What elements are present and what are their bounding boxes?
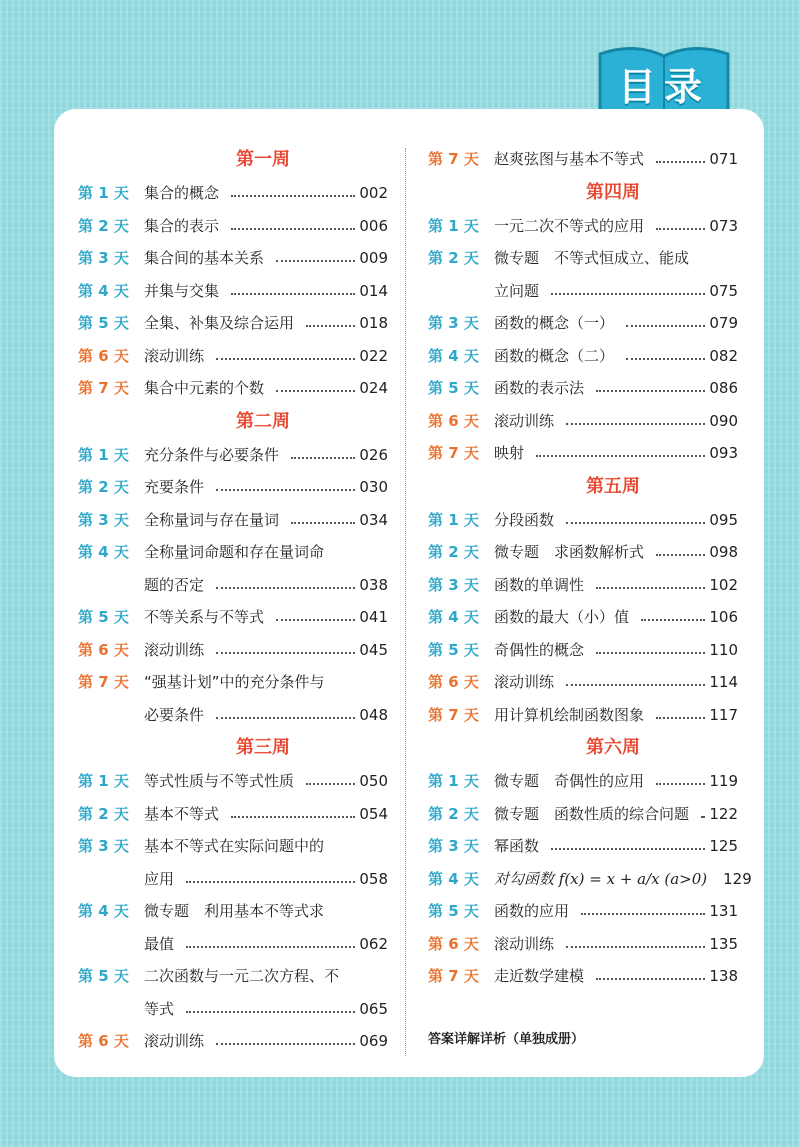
entry-title: 微专题 奇偶性的应用 — [494, 772, 645, 790]
day-label: 第 4 天 — [428, 869, 479, 888]
entry-title: 幂函数 — [494, 837, 540, 855]
column-divider — [405, 148, 406, 1056]
entry-title: 全称量词命题和存在量词命 — [144, 543, 325, 561]
page-number: 006 — [359, 216, 388, 235]
day-label: 第 4 天 — [428, 346, 479, 365]
entry-title: 基本不等式在实际问题中的 — [144, 837, 325, 855]
day-label: 第 7 天 — [428, 967, 479, 985]
toc-entry[interactable] — [78, 242, 388, 275]
entry-title: 必要条件 — [144, 705, 205, 724]
day-label: 第 2 天 — [78, 804, 129, 823]
page-number: 086 — [709, 379, 738, 397]
day-label: 第 7 天 — [78, 379, 129, 397]
entry-title: 映射 — [494, 444, 525, 462]
page-number: 002 — [359, 184, 388, 202]
day-label: 第 3 天 — [78, 249, 129, 267]
entry-title: 滚动训练 — [494, 411, 555, 430]
day-label: 第 4 天 — [78, 281, 129, 300]
toc-entry[interactable] — [428, 666, 738, 699]
page-number: 093 — [709, 444, 738, 462]
day-label: 第 5 天 — [78, 967, 129, 985]
week-heading: 第三周 — [236, 737, 290, 758]
page-number: 073 — [709, 216, 738, 235]
day-label: 第 1 天 — [78, 184, 129, 202]
day-label: 第 3 天 — [78, 510, 129, 529]
leader-dots — [656, 210, 705, 230]
toc-entry[interactable] — [428, 340, 738, 373]
entry-title: 二次函数与一元二次方程、不 — [144, 967, 340, 985]
entry-title: 集合的表示 — [144, 216, 220, 235]
day-label: 第 5 天 — [428, 379, 479, 397]
page-number: 048 — [359, 705, 388, 724]
toc-entry[interactable] — [78, 372, 388, 405]
day-label: 第 5 天 — [428, 902, 479, 920]
entry-title: 等式 — [144, 999, 175, 1018]
day-label: 第 6 天 — [78, 346, 129, 365]
page-number: 034 — [359, 510, 388, 529]
page-number: 022 — [359, 346, 388, 365]
page-title: 目录 — [617, 65, 710, 109]
entry-title: 题的否定 — [144, 575, 205, 594]
page-number: 009 — [359, 249, 388, 267]
toc-entry[interactable] — [78, 601, 388, 634]
toc-entry[interactable] — [78, 177, 388, 210]
leader-dots — [276, 372, 355, 392]
entry-title: 函数的最大（小）值 — [494, 608, 630, 626]
day-label: 第 7 天 — [428, 705, 479, 724]
page-number: 058 — [359, 869, 388, 888]
entry-title: 微专题 函数性质的综合问题 — [494, 804, 690, 823]
day-label: 第 3 天 — [428, 837, 479, 855]
entry-title: 应用 — [144, 869, 175, 888]
page-number: 125 — [709, 837, 738, 855]
leader-dots — [581, 895, 705, 915]
leader-dots — [626, 307, 705, 327]
leader-dots — [596, 372, 705, 392]
page-number: 045 — [359, 640, 388, 659]
toc-entry[interactable] — [428, 504, 738, 537]
leader-dots — [306, 307, 355, 327]
day-label: 第 4 天 — [78, 543, 129, 561]
page-number: 014 — [359, 281, 388, 300]
entry-title: 集合的概念 — [144, 184, 220, 202]
leader-dots — [231, 210, 355, 230]
page-number: 117 — [709, 705, 738, 724]
day-label: 第 6 天 — [428, 673, 479, 691]
day-label: 第 3 天 — [78, 837, 129, 855]
page-number: 079 — [709, 314, 738, 332]
page-number: 114 — [709, 673, 738, 691]
day-label: 第 6 天 — [78, 1032, 129, 1050]
day-label: 第 2 天 — [428, 249, 479, 267]
entry-title: 滚动训练 — [144, 640, 205, 659]
entry-title: 充要条件 — [144, 478, 205, 496]
day-label: 第 6 天 — [428, 411, 479, 430]
toc-entry[interactable] — [428, 895, 738, 928]
week-heading: 第四周 — [586, 181, 640, 203]
day-label: 第 3 天 — [428, 314, 479, 332]
page-number: 075 — [709, 281, 738, 300]
page-number: 069 — [359, 1032, 388, 1050]
entry-title: 不等关系与不等式 — [144, 608, 265, 626]
day-label: 第 1 天 — [428, 510, 479, 529]
toc-entry[interactable] — [78, 830, 388, 895]
entry-title: 等式性质与不等式性质 — [144, 772, 295, 790]
page-number: 018 — [359, 314, 388, 332]
day-label: 第 1 天 — [428, 216, 479, 235]
page-number: 041 — [359, 608, 388, 626]
toc-entry[interactable] — [78, 536, 388, 601]
entry-title: 函数的概念（一） — [494, 314, 615, 332]
page-number: 024 — [359, 379, 388, 397]
toc-right-column — [428, 143, 752, 993]
page-number: 122 — [709, 804, 738, 823]
week-heading: 第二周 — [236, 410, 290, 432]
toc-entry[interactable] — [428, 405, 738, 438]
toc-entry[interactable] — [428, 210, 738, 243]
entry-title: 赵爽弦图与基本不等式 — [494, 150, 645, 168]
entry-title: 微专题 利用基本不等式求 — [144, 902, 325, 920]
toc-entry[interactable] — [78, 666, 388, 731]
leader-dots — [216, 340, 355, 360]
day-label: 第 4 天 — [428, 608, 479, 626]
toc-entry[interactable] — [428, 765, 738, 798]
entry-title: 全称量词与存在量词 — [144, 510, 280, 529]
leader-dots — [186, 863, 355, 883]
day-label: 第 5 天 — [428, 640, 479, 659]
toc-entry[interactable] — [78, 340, 388, 373]
week-heading: 第一周 — [236, 149, 290, 170]
day-label: 第 3 天 — [428, 575, 479, 594]
leader-dots — [701, 798, 705, 818]
toc-entry[interactable] — [428, 569, 738, 602]
entry-title: 集合间的基本关系 — [144, 249, 265, 267]
toc-entry[interactable] — [428, 143, 738, 176]
toc-entry[interactable] — [78, 634, 388, 667]
entry-title: 集合中元素的个数 — [144, 379, 265, 397]
leader-dots — [536, 437, 705, 457]
leader-dots — [231, 798, 355, 818]
toc-entry[interactable] — [428, 960, 738, 993]
toc-entry[interactable] — [428, 601, 738, 634]
entry-title: 滚动训练 — [144, 1032, 205, 1050]
page-number: 026 — [359, 445, 388, 464]
page-number: 054 — [359, 804, 388, 823]
leader-dots — [551, 830, 705, 850]
day-label: 第 5 天 — [78, 314, 129, 332]
leader-dots — [596, 960, 705, 980]
toc-entry[interactable] — [428, 699, 738, 732]
leader-dots — [641, 601, 705, 621]
entry-title: 最值 — [144, 934, 175, 953]
day-label: 第 1 天 — [78, 445, 129, 464]
leader-dots — [566, 504, 705, 524]
leader-dots — [216, 471, 355, 491]
leader-dots — [186, 928, 355, 948]
leader-dots — [566, 928, 705, 948]
toc-entry[interactable] — [428, 634, 738, 667]
day-label: 第 2 天 — [78, 478, 129, 496]
leader-dots — [216, 569, 355, 589]
leader-dots — [216, 1025, 355, 1045]
day-label: 第 6 天 — [428, 934, 479, 953]
leader-dots — [656, 699, 705, 719]
leader-dots — [596, 634, 705, 654]
toc-entry[interactable] — [78, 960, 388, 1025]
page-number: 030 — [359, 478, 388, 496]
leader-dots — [231, 275, 355, 295]
day-label: 第 5 天 — [78, 608, 129, 626]
page-number: 038 — [359, 575, 388, 594]
day-label: 第 4 天 — [78, 902, 129, 920]
leader-dots — [216, 699, 355, 719]
page-number: 071 — [709, 150, 738, 168]
page-number: 065 — [359, 999, 388, 1018]
toc-entry[interactable] — [78, 895, 388, 960]
toc-entry[interactable] — [428, 830, 738, 863]
leader-dots — [656, 536, 705, 556]
leader-dots — [656, 765, 705, 785]
day-label: 第 7 天 — [428, 150, 479, 168]
leader-dots — [566, 405, 705, 425]
entry-title: 充分条件与必要条件 — [144, 445, 280, 464]
page-number: 110 — [709, 640, 738, 659]
leader-dots — [276, 601, 355, 621]
toc-entry[interactable] — [428, 928, 738, 961]
entry-title: 微专题 求函数解析式 — [494, 543, 645, 561]
entry-title: 奇偶性的概念 — [494, 640, 585, 659]
page-number: 129 — [723, 869, 752, 888]
page-number: 138 — [709, 967, 738, 985]
leader-dots — [551, 275, 705, 295]
page-number: 102 — [709, 575, 738, 594]
entry-title: 分段函数 — [494, 510, 555, 529]
day-label: 第 1 天 — [428, 772, 479, 790]
page-number: 131 — [709, 902, 738, 920]
leader-dots — [596, 569, 705, 589]
page-number: 095 — [709, 510, 738, 529]
answer-note: 答案详解详析（单独成册） — [428, 1032, 585, 1047]
page-number: 050 — [359, 772, 388, 790]
toc-entry[interactable] — [428, 863, 752, 896]
page-number: 090 — [709, 411, 738, 430]
page-number: 062 — [359, 934, 388, 953]
toc-entry[interactable] — [78, 275, 388, 308]
day-label: 第 2 天 — [428, 543, 479, 561]
page-number: 119 — [709, 772, 738, 790]
page-number: 098 — [709, 543, 738, 561]
day-label: 第 2 天 — [428, 804, 479, 823]
leader-dots — [566, 666, 705, 686]
entry-title: 函数的表示法 — [494, 379, 585, 397]
leader-dots — [216, 634, 355, 654]
entry-title: 函数的概念（二） — [494, 346, 615, 365]
entry-title: 函数的应用 — [494, 902, 570, 920]
toc-entry[interactable] — [428, 307, 738, 340]
day-label: 第 7 天 — [78, 673, 129, 691]
entry-title: 滚动训练 — [144, 346, 205, 365]
entry-title: 并集与交集 — [144, 281, 220, 300]
toc-entry[interactable] — [78, 798, 388, 831]
entry-title: 滚动训练 — [494, 673, 555, 691]
toc-entry[interactable] — [78, 307, 388, 340]
entry-title: “强基计划”中的充分条件与 — [144, 673, 325, 691]
leader-dots — [186, 993, 355, 1013]
day-label: 第 7 天 — [428, 444, 479, 462]
entry-title: 全集、补集及综合运用 — [144, 314, 295, 332]
week-heading: 第五周 — [586, 475, 640, 497]
entry-title: 一元二次不等式的应用 — [494, 216, 645, 235]
toc-entry[interactable] — [78, 1025, 388, 1058]
entry-title: 基本不等式 — [144, 804, 220, 823]
toc-entry[interactable] — [78, 471, 388, 504]
entry-title: 滚动训练 — [494, 934, 555, 953]
entry-title: 走近数学建模 — [494, 967, 585, 985]
toc-entry[interactable] — [428, 798, 738, 831]
day-label: 第 1 天 — [78, 772, 129, 790]
leader-dots — [231, 177, 355, 197]
toc-entry[interactable] — [428, 242, 738, 307]
entry-title: 立问题 — [494, 281, 540, 300]
leader-dots — [656, 143, 705, 163]
leader-dots — [291, 504, 355, 524]
entry-title: 用计算机绘制函数图象 — [494, 705, 645, 724]
entry-title: 函数的单调性 — [494, 575, 585, 594]
entry-title: 微专题 不等式恒成立、能成 — [494, 249, 690, 267]
toc-left-column — [78, 143, 388, 1058]
week-heading: 第六周 — [586, 737, 640, 758]
leader-dots — [306, 765, 355, 785]
leader-dots — [291, 439, 355, 459]
leader-dots — [276, 242, 355, 262]
toc-entry[interactable] — [78, 504, 388, 537]
day-label: 第 2 天 — [78, 216, 129, 235]
toc-entry[interactable] — [78, 210, 388, 243]
day-label: 第 6 天 — [78, 640, 129, 659]
toc-entry[interactable] — [428, 372, 738, 405]
leader-dots — [626, 340, 705, 360]
page-number: 135 — [709, 934, 738, 953]
toc-entry[interactable] — [428, 437, 738, 470]
page-number: 106 — [709, 608, 738, 626]
toc-entry[interactable] — [78, 765, 388, 798]
toc-entry[interactable] — [78, 439, 388, 472]
entry-title: 对勾函数 f(x) = x + a/x (a>0) — [494, 869, 708, 888]
page-number: 082 — [709, 346, 738, 365]
toc-entry[interactable] — [428, 536, 738, 569]
